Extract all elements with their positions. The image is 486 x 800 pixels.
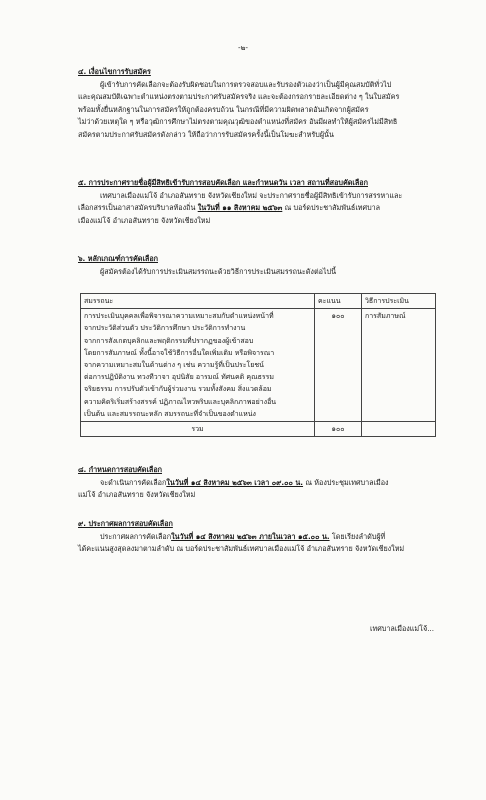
page-number: -๒- bbox=[238, 43, 248, 52]
section-8-heading: ๘. กำหนดการสอบคัดเลือก bbox=[78, 465, 163, 474]
section-4-line: พร้อมทั้งยื่นหลักฐานในการสมัครให้ถูกต้องครบถ้วน ในกรณีที่มีความผิดพลาดอันเกิดจากผู้สมัคร bbox=[78, 104, 369, 114]
score-cell: ๑๐๐ bbox=[315, 309, 362, 422]
competency-cell: การประเมินบุคคลเพื่อพิจารณาความเหมาะสมกับตำแหน่งหน้าที่ จากประวัติส่วนตัว ประวัติการศึกษา ประวัติการทำงาน จากการสังเกตบุคลิกและพฤติกรรมที่ปรากฏของผู้เข้าสอบ โดยการสัมภาษณ์ ทั้งนี้อาจใช้วิธีการอื่นใดเพิ่มเติม หรือพิจารณา จากความเหมาะสมในด้านต่าง ๆ เช่น ความรู้ที่เป็นประโยชน์ ต่อการปฏิบัติงาน ทวงทีวาจา อุปนิสัย อารมณ์ ทัศนคติ คุณธรรม จริยธรรม การปรับตัวเข้ากับผู้ร่วมงาน รวมทั้งสังคม สิ่งแวดล้อม ความคิดริเริ่มสร้างสรรค์ ปฏิภาณไหวพริบและบุคลิกภาพอย่างอื่น เป็นต้น และสมรรถนะหลัก สมรรถนะที่จำเป็นของตำแหน่ง bbox=[81, 309, 315, 422]
section-9-line: ได้คะแนนสูงสุดลงมาตามลำดับ ณ บอร์ดประชาสัมพันธ์เทศบาลเมืองแม่โจ้ อำเภอสันทราย จังหวัดเชียงใหม่ bbox=[78, 544, 405, 554]
section-9-heading: ๙. ประกาศผลการสอบคัดเลือก bbox=[78, 519, 173, 528]
section-6-intro: ผู้สมัครต้องได้รับการประเมินสมรรถนะด้วยวิธีการประเมินสมรรถนะดังต่อไปนี้ bbox=[100, 266, 337, 276]
section-5-line: เทศบาลเมืองแม่โจ้ อำเภอสันทราย จังหวัดเชียงใหม่ จะประกาศรายชื่อผู้มีสิทธิเข้ารับการสรรหาและ bbox=[100, 190, 403, 200]
method-cell: การสัมภาษณ์ bbox=[362, 309, 436, 422]
criteria-table bbox=[80, 293, 436, 437]
section-5-date: ในวันที่ ๑๑ สิงหาคม ๒๕๖๓ bbox=[197, 203, 283, 213]
section-9 bbox=[78, 518, 434, 556]
section-9-line: ประกาศผลการคัดเลือกในวันที่ ๑๔ สิงหาคม ๒๕๖๓ ภายในเวลา ๑๕.๐๐ น. โดยเรียงลำดับผู้ที่ bbox=[100, 531, 386, 541]
total-label: รวม bbox=[81, 422, 315, 437]
table-row bbox=[81, 309, 436, 422]
section-8-line: แม่โจ้ อำเภอสันทราย จังหวัดเชียงใหม่ bbox=[78, 490, 196, 500]
section-5-line: เมืองแม่โจ้ อำเภอสันทราย จังหวัดเชียงใหม่ bbox=[78, 215, 211, 225]
section-5-line: เลือกสรรเป็นอาสาสมัครบริบาลท้องถิ่น ในวันที่ ๑๑ สิงหาคม ๒๕๖๓ ณ บอร์ดประชาสัมพันธ์เทศบาล bbox=[78, 203, 381, 213]
table-header: คะแนน bbox=[315, 294, 362, 309]
section-9-date: ในวันที่ ๑๔ สิงหาคม ๒๕๖๓ ภายในเวลา ๑๕.๐๐ น. bbox=[171, 531, 330, 541]
total-empty bbox=[362, 422, 436, 437]
table-header: สมรรถนะ bbox=[81, 294, 315, 309]
table-header: วิธีการประเมิน bbox=[362, 294, 436, 309]
section-4-line: ผู้เข้ารับการคัดเลือกจะต้องรับผิดชอบในการตรวจสอบและรับรองตัวเองว่าเป็นผู้มีคุณสมบัติทั่วไป bbox=[100, 79, 392, 89]
section-8-line: จะดำเนินการคัดเลือกในวันที่ ๑๔ สิงหาคม ๒๕๖๓ เวลา ๐๙.๐๐ น. ณ ห้องประชุมเทศบาลเมือง bbox=[100, 477, 389, 487]
section-6-heading: ๖. หลักเกณฑ์การคัดเลือก bbox=[78, 254, 158, 263]
table-header-row bbox=[81, 294, 436, 309]
section-5 bbox=[78, 177, 434, 227]
section-8-date: ในวันที่ ๑๔ สิงหาคม ๒๕๖๓ เวลา ๐๙.๐๐ น. bbox=[166, 477, 304, 487]
section-4-line: ไม่ว่าด้วยเหตุใด ๆ หรือวุฒิการศึกษาไม่ตรงตามคุณวุฒิของตำแหน่งที่สมัคร อันมีผลทำให้ผู้สมัครไม่มีสิทธิ bbox=[78, 117, 398, 127]
section-4-line: สมัครตามประกาศรับสมัครดังกล่าว ให้ถือว่าการรับสมัครครั้งนี้เป็นโมฆะสำหรับผู้นั้น bbox=[78, 129, 334, 139]
section-5-heading: ๕. การประกาศรายชื่อผู้มีสิทธิเข้ารับการสอบคัดเลือก และกำหนดวัน เวลา สถานที่สอบคัดเลือก bbox=[78, 178, 368, 187]
section-8 bbox=[78, 464, 434, 502]
section-4-heading: ๔. เงื่อนไขการรับสมัคร bbox=[78, 67, 151, 76]
total-score: ๑๐๐ bbox=[315, 422, 362, 437]
table-total-row bbox=[81, 422, 436, 437]
section-4 bbox=[78, 66, 434, 142]
section-6 bbox=[78, 253, 434, 278]
continuation-note: เทศบาลเมืองแม่โจ้... bbox=[370, 624, 435, 633]
section-4-line: และคุณสมบัติเฉพาะตำแหน่งตรงตามประกาศรับสมัครจริง และจะต้องกรอกรายละเอียดต่าง ๆ ในใบสมัคร bbox=[78, 92, 400, 102]
